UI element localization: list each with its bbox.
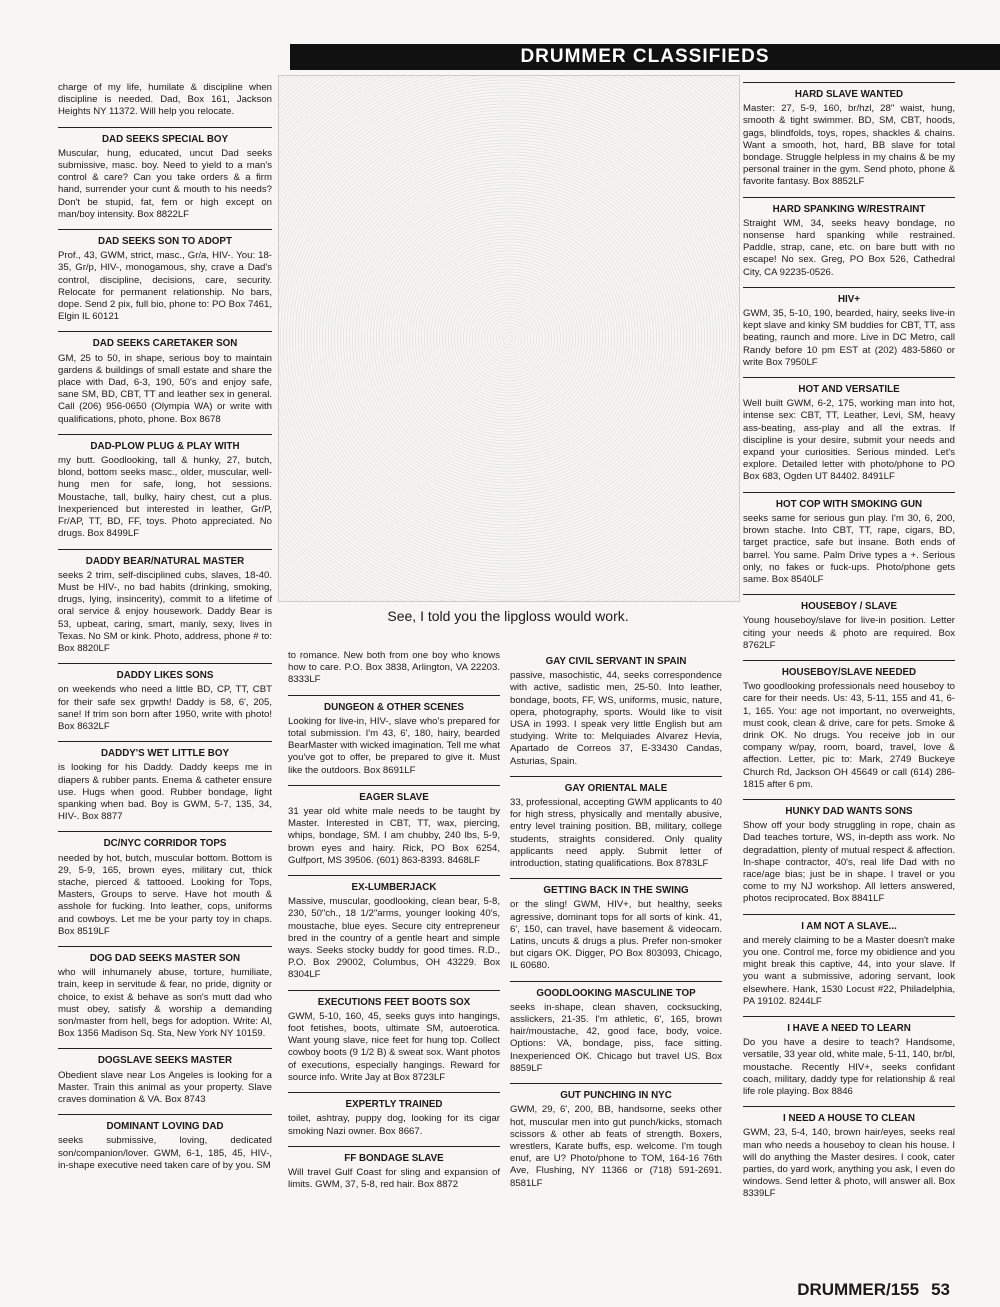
ad-title: DADDY'S WET LITTLE BOY [58,741,272,760]
ad-body: 33, professional, accepting GWM applicants to 40 for high stress, physically and mentally abusive, entry level training position. BB, military, college students, straights considered. Only quality applicants need apply. Submit letter of introduction, stating qualifications. Box 8783LF [510,797,722,870]
ad-title: HOT AND VERSATILE [743,377,955,396]
ad-body: or the sling! GWM, HIV+, but healthy, seeks agressive, dominant tops for all sorts of kink. 41, 6', 150, can travel, have basement & videocam. Latins, uncuts & drugs a plus. Prefer non-smoker but cigars OK. Digger, PO Box 803093, Chicago, IL 60680. [510,899,722,972]
ad-body: GWM, 29, 6', 200, BB, handsome, seeks other hot, muscular men into gut punch/kicks, stomach scissors & other ab feats of strength. Boxers, wrestlers, Karate buffs, esp. welcome. I'm tough enuf, are U? Photo/phone to TOM, 164-16 76th Ave, Flushing, NY 11366 or (718) 591-2691. 8581LF [510,1104,722,1189]
classified-ad [743,82,955,189]
ad-body: Will travel Gulf Coast for sling and expansion of limits. GWM, 37, 5-8, red hair. Box 8872 [288,1166,500,1191]
ad-body: Well built GWM, 6-2, 175, working man into hot, intense sex: CBT, TT, Leather, Levi, SM, heavy ass-beating, ass-play and all the extras. If discipline is your desire, submit your needs and expand your curiosities. Serious minded. Let's explore. Detailed letter with photo/phone to PO Box 683, Ogden UT 84402. 8491LF [743,398,955,483]
classified-ad [288,650,500,687]
classified-ad [58,434,272,541]
ad-body: 31 year old white male needs to be taught by Master. Interested in CBT, TT, wax, piercing, whips, bondage, SM. I am chubby, 240 lbs, 5-9, brown eyes and hairy. Rick, PO Box 6254, Gulfport, MS 39506. (601) 863-8393. 8468LF [288,806,500,866]
ad-title: GUT PUNCHING IN NYC [510,1083,722,1102]
ad-body: GWM, 5-10, 160, 45, seeks guys into hangings, foot fetishes, boots, ultimate SM, autoerotica. Want young slave, nice feet for hung top. Collect cowboy boots (9 1/2 B) & sweat sox. Want photos of executions, especially hangings. Reward for source info. Write Jay at Box 8723LF [288,1010,500,1083]
classified-ad [288,1146,500,1192]
ad-title: I AM NOT A SLAVE... [743,914,955,933]
classified-ad [743,914,955,1008]
classified-ad [743,799,955,906]
column-4 [743,82,955,1209]
issue-label: DRUMMER/155 [797,1280,920,1299]
ad-body: on weekends who need a little BD, CP, TT, CBT for their safe sex grpwth! Daddy is 58, 6', 205, sane! If trim son born after 1950, write with photo! Box 8632LF [58,684,272,732]
ad-title: DOGSLAVE SEEKS MASTER [58,1048,272,1067]
ad-title: HOUSEBOY / SLAVE [743,594,955,613]
ad-title: FF BONDAGE SLAVE [288,1146,500,1165]
ad-title: DAD-PLOW PLUG & PLAY WITH [58,434,272,453]
ad-body: and merely claiming to be a Master doesn't make you one. Control me, force my obidience and you might break this captive, 44, into your slave. If you want a submissive, adoring servant, look elsewhere. Hank, 1530 Locust #22, Philadelphia, PA 19102. 8244LF [743,934,955,1007]
ad-title: GETTING BACK IN THE SWING [510,878,722,897]
section-header: DRUMMER CLASSIFIEDS [290,44,1000,70]
ad-body: who will inhumanely abuse, torture, humiliate, train, keep in servitude & fear, no pride, dignity or choice, to exist & behave as son's mutt dad who must obey, satisfy & worship a demanding son/master from hell, begs for adoption. Write: Al, Box 1356 Madison Sq. Sta, New York NY 10159. [58,967,272,1040]
classified-ad [743,1016,955,1098]
classified-ad [743,594,955,652]
classified-ad [288,990,500,1084]
classified-ad [743,377,955,484]
classified-ad [743,492,955,586]
ad-title: GAY ORIENTAL MALE [510,776,722,795]
ad-body: my butt. Goodlooking, tall & hunky, 27, butch, blond, bottom seeks masc., older, muscular, well-hung men for safe, long, hot sessions. Moustache, tall, bulky, hairy chest, cut a plus. Inexperienced but interested in leather, Gr/P, Fr/AP, TT, BD, FF, toys. Photo appreciated. No drugs. Box 8499LF [58,455,272,540]
ad-title: I HAVE A NEED TO LEARN [743,1016,955,1035]
ad-body: Show off your body struggling in rope, chain as Dad teaches torture, WS, in-depth ass work. No degradattion, plenty of mutual respect & affection. In-shape contractor, 40's, real life Dad with no race/age bias; just be in shape. I travel or you come to my NJ workshop. All letters answered, photos reciprocated. Box 8841LF [743,820,955,905]
ad-body: Prof., 43, GWM, strict, masc., Gr/a, HIV-. You: 18-35, Gr/p, HIV-, monogamous, shy, crave a Dad's control, discipline, decisions, care, security. Relocate for permanent relationship. No bars, dope. Send 2 pix, full bio, phone to: PO Box 7461, Elgin IL 60121 [58,250,272,323]
ad-title: EXECUTIONS FEET BOOTS SOX [288,990,500,1009]
ad-body: Massive, muscular, goodlooking, clean bear, 5-8, 230, 50"ch., 18 1/2"arms, younger looking 40's, moustache, blue eyes. Secure city entrepreneur bred in the country of a gentle heart and simple ways. Seeks stocky buddy for good times. R.D., P.O. Box 29002, Columbus, OH 43229. Box 8304LF [288,896,500,981]
ad-body: seeks 2 trim, self-disciplined cubs, slaves, 18-40. Must be HIV-, no bad habits (drinking, smoking, drugs, lying, insincerity), commit to a lifetime of oral service & enjoy housework. Daddy Bear is 53, upbeat, caring, smart, manly, sexy, lives in Texas. No SM or kink. Photo, address, phone # to: Box 8820LF [58,569,272,654]
ad-body: Muscular, hung, educated, uncut Dad seeks submissive, masc. boy. Need to yield to a man's control & care? Can you take orders & a firm hand, surrender your cunt & mouth to his needs? Don't be stupid, fat, fem or high except on man/boy intensity. Box 8822LF [58,147,272,220]
classified-ad [58,1114,272,1172]
column-3 [510,650,722,1198]
page-number: 53 [931,1280,950,1299]
ad-body: GWM, 23, 5-4, 140, brown hair/eyes, seeks real man who needs a houseboy to clean his house. I will do anything the Master desires. I cook, cater parties, do yard work, anything you ask, I even do windows. Send letter & photo, will answer all. Box 8339LF [743,1127,955,1200]
ad-body: Straight WM, 34, seeks heavy bondage, no nonsense hard spanking while restrained. Paddle, strap, cane, etc. on bare butt with no escape! No sex. Greg, PO Box 526, Cathedral City, CA 92235-0526. [743,217,955,278]
ad-title: I NEED A HOUSE TO CLEAN [743,1106,955,1125]
illustration-caption: See, I told you the lipgloss would work. [387,608,629,624]
ad-body: GWM, 35, 5-10, 190, bearded, hairy, seeks live-in kept slave and kinky SM buddies for CBT, TT, ass beating, raunch and more. Live in DC Metro, call Randy before 10 pm EST at (202) 483-5860 or write Box 7950LF [743,308,955,368]
ad-body: Young houseboy/slave for live-in position. Letter citing your needs & photo are required. Box 8762LF [743,615,955,651]
ad-body: is looking for his Daddy. Daddy keeps me in diapers & rubber pants. Enema & catheter ensure use. Hugs when good. Rubber bondage, light spanking when bad. Boy is GWM, 5-7, 135, 34, HIV-. Box 8877 [58,762,272,823]
ad-body: seeks in-shape, clean shaven, cocksucking, asslickers, 21-35. I'm athletic, 6', 165, brown hair/moustache, 42, good face, body, voice. Options: VA, bondage, piss, face sitting. Inexperienced OK. Chicago but travel US. Box 8859LF [510,1001,722,1074]
ad-body: Looking for live-in, HIV-, slave who's prepared for total submission. I'm 43, 6', 180, hairy, bearded BearMaster with wicked imagination. Tell me what you've got to offer, be prepared to give it. Must like the outdoors. Box 8691LF [288,715,500,776]
ad-title: HOT COP WITH SMOKING GUN [743,492,955,511]
classified-ad [58,229,272,323]
classified-ad [510,650,722,768]
classified-ad [743,287,955,369]
ad-body: to romance. New both from one boy who knows how to care. P.O. Box 3838, Arlington, VA 22203. 8333LF [288,650,500,686]
ad-title: DAD SEEKS SON TO ADOPT [58,229,272,248]
classified-ad [58,549,272,656]
classified-ad [58,82,272,119]
ad-title: DAD SEEKS CARETAKER SON [58,331,272,350]
classified-ad [58,831,272,938]
ad-title: EX-LUMBERJACK [288,875,500,894]
ad-title: HARD SLAVE WANTED [743,82,955,101]
ad-title: GOODLOOKING MASCULINE TOP [510,981,722,1000]
ad-title: DADDY BEAR/NATURAL MASTER [58,549,272,568]
ad-body: needed by hot, butch, muscular bottom. Bottom is 29, 5-9, 165, brown eyes, military cut, thick stache, pierced & tattooed. Looking for Tops, Masters, Groups to serve. Have hot mouth & asshole for fucking. Into leather, cops, uniforms and cowboys. Let me be your party toy in chaps. Box 8519LF [58,852,272,937]
ad-title: DOMINANT LOVING DAD [58,1114,272,1133]
ad-title: DUNGEON & OTHER SCENES [288,695,500,714]
ad-title: EAGER SLAVE [288,785,500,804]
ad-body: GM, 25 to 50, in shape, serious boy to maintain gardens & buildings of small estate and share the place with Dad, 6-3, 190, 50's and enjoy safe, sane SM, BD, CBT, TT and leather sex in general. Call (206) 956-0650 (Olympia WA) or write with qualifications, photo, phone. Box 8678 [58,352,272,425]
classified-ad [58,663,272,733]
classified-ad [510,981,722,1075]
classified-ad [58,331,272,425]
ad-title: EXPERTLY TRAINED [288,1092,500,1111]
classified-ad [58,741,272,823]
ad-body: Obedient slave near Los Angeles is looking for a Master. Train this animal as your property. Slave craves domination & VA. Box 8743 [58,1069,272,1106]
ad-body: charge of my life, humilate & discipline when discipline is needed. Dad, Box 161, Jackson Heights NY 11372. Will help you relocate. [58,82,272,118]
classified-ad [58,1048,272,1106]
ad-title: GAY CIVIL SERVANT IN SPAIN [545,656,687,667]
classified-ad [510,776,722,870]
ad-body: seeks same for serious gun play. I'm 30, 6, 200, brown stache. Into CBT, TT, rape, cigars, BD, target practice, safe but insane. Both ends of barrel. You same. Palm Drive types a +. Serious only, no fakes or fuck-ups. Photo/phone gets same. Box 8540LF [743,512,955,585]
page-footer [785,1280,950,1300]
ad-body: Master: 27, 5-9, 160, br/hzl, 28" waist, hung, smooth & tight swimmer. BD, SM, CBT, hoods, gags, blindfolds, toys, ropes, shackles & chains. Want a smooth, hot, hard, BB slave for total bondage. Struggle helpless in my chains & be my personal trainer in the gym. Send photo, phone & favorite fantasy. Box 8852LF [743,103,955,188]
ad-body: Do you have a desire to teach? Handsome, versatile, 33 year old, white male, 5-11, 140, br/bl, moustache. Recently HIV+, seeks confidant coach, military, daddy type for relationship & real life role playing. Box 8846 [743,1037,955,1098]
classified-ad [58,946,272,1040]
classified-ad [510,1083,722,1190]
ad-title: DC/NYC CORRIDOR TOPS [58,831,272,850]
ad-title: DADDY LIKES SONS [58,663,272,682]
classified-ad [58,127,272,221]
classified-ad [288,875,500,982]
illustration [278,75,740,602]
column-2 [288,650,500,1199]
classified-ad [288,785,500,867]
ad-body: passive, masochistic, 44, seeks correspondence with active, sadistic men, 25-50. Into leather, bondage, boots, FF, WS, uniforms, music, nature, opera, photography, sports. Would like to visit USA in 1993. I speak very little English but am studying. Write to: Melquiades Alvarez Hevia, Apartado de Correos 37, E-33430 Candas, Asturias, Spain. [510,670,722,767]
ad-title: DAD SEEKS SPECIAL BOY [58,127,272,146]
ad-title: DOG DAD SEEKS MASTER SON [58,946,272,965]
classified-ad [743,660,955,791]
ad-body: toilet, ashtray, puppy dog, looking for its cigar smoking Nazi owner. Box 8667. [288,1113,500,1137]
classified-ad [743,1106,955,1200]
ad-title: HARD SPANKING W/RESTRAINT [743,197,955,216]
ad-body: Two goodlooking professionals need houseboy to care for their needs. Us: 43, 5-11, 155 and 41, 6-1, 165. You: age not important, no overweights, must cook, clean & drive, care for pets. Smoke & drink OK. No drugs. You receive job in our company w/pay, room, board, travel, love & affection. Letter, pic to: Mark, 2749 Buckeye Church Rd, Jackson OH 45649 or call (614) 286-1815 after 6 pm. [743,681,955,790]
ad-title: HIV+ [743,287,955,306]
column-1 [58,82,272,1180]
classified-ad [743,197,955,279]
ad-title: HUNKY DAD WANTS SONS [743,799,955,818]
classified-ad [510,878,722,972]
classified-ad [288,1092,500,1138]
classified-ad [288,695,500,777]
ad-body: seeks submissive, loving, dedicated son/companion/lover. GWM, 6-1, 185, 45, HIV-, in-shape executive need taken care of by you. SM [58,1135,272,1171]
ad-title: HOUSEBOY/SLAVE NEEDED [743,660,955,679]
